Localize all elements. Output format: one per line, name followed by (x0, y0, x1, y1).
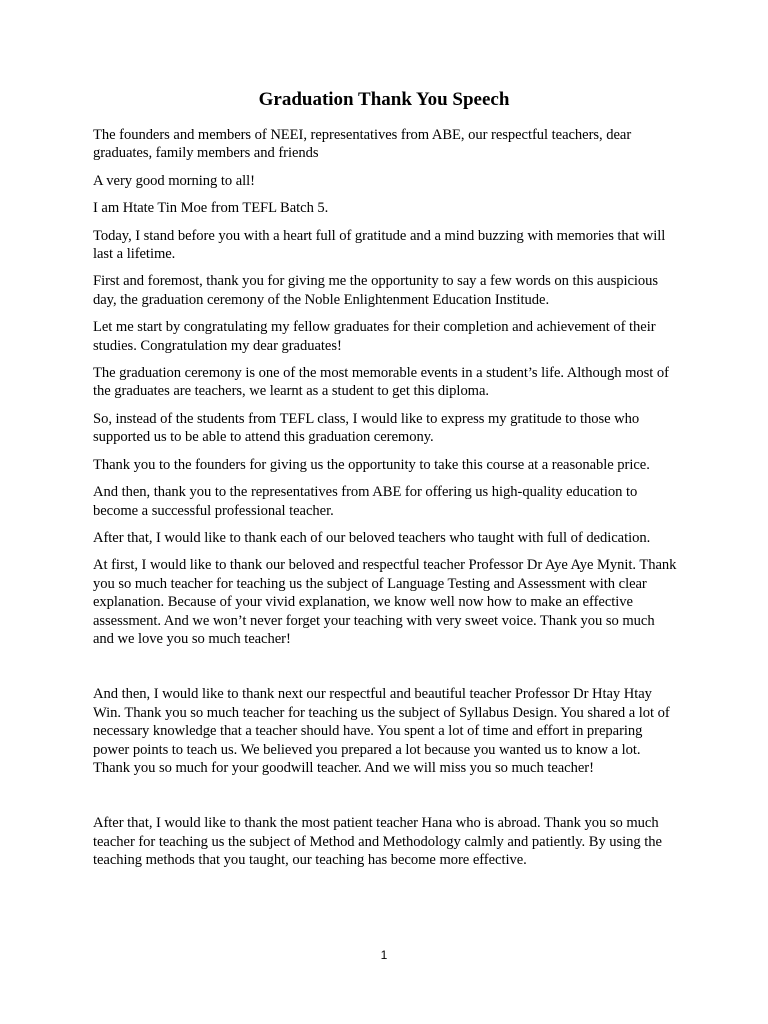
paragraph-introduction: I am Htate Tin Moe from TEFL Batch 5. (93, 200, 329, 217)
document-body (93, 126, 677, 879)
paragraph-thank-teachers: After that, I would like to thank each of our beloved teachers who taught with full of dedication. (93, 529, 651, 546)
document-title: Graduation Thank You Speech (258, 89, 510, 110)
paragraph-opportunity: First and foremost, thank you for giving me the opportunity to say a few words on this auspicious day, the graduation ceremony of the Noble Enlightenment Education Institude. (93, 273, 659, 308)
paragraph-gratitude: Today, I stand before you with a heart full of gratitude and a mind buzzing with memories that will last a lifetime. (93, 227, 666, 263)
page-number: 1 (380, 948, 388, 962)
paragraph-memorable-event: The graduation ceremony is one of the most memorable events in a student’s life. Although most of the graduates are teachers, we learnt as a student to get this diploma. (93, 365, 669, 400)
paragraph-greeting: A very good morning to all! (93, 172, 255, 189)
paragraph-teacher-htay-htay-win: And then, I would like to thank next our respectful and beautiful teacher Professor Dr Htay Htay Win. Thank you so much teacher for teaching us the subject of Syllabus Design. You shared a lot of necessary knowledge that a teacher should have. You spent a lot of time and effort in preparing power points to teach us. We believed you prepared a lot because you wanted us to know a lot. Thank you so much for your goodwill teacher. And we will miss you so much teacher! (93, 686, 670, 776)
paragraph-thank-founders: Thank you to the founders for giving us the opportunity to take this course at a reasonable price. (93, 456, 650, 473)
paragraph-congratulations: Let me start by congratulating my fellow graduates for their completion and achievement of their studies. Congratulation my dear graduates! (93, 319, 656, 354)
paragraph-teacher-hana: After that, I would like to thank the most patient teacher Hana who is abroad. Thank you so much teacher for teaching us the subject of Method and Methodology calmly and patiently. By using the teaching methods that you taught, our teaching has become more effective. (93, 815, 662, 869)
paragraph-teacher-aye-aye-mynit: At first, I would like to thank our beloved and respectful teacher Professor Dr Aye Aye Mynit. Thank you so much teacher for teaching us the subject of Language Testing and Assessment with clear explanation. Because of your vivid explanation, we know well now how to make an effective assessment. And we won’t never forget your teaching with very sweet voice. Thank you so much and we love you so much teacher! (93, 557, 677, 647)
paragraph-thank-abe: And then, thank you to the representatives from ABE for offering us high-quality education to become a successful professional teacher. (93, 484, 638, 519)
paragraph-express-gratitude: So, instead of the students from TEFL class, I would like to express my gratitude to those who supported us to be able to attend this graduation ceremony. (93, 410, 640, 446)
paragraph-salutation: The founders and members of NEEI, representatives from ABE, our respectful teachers, dear graduates, family members and friends (93, 127, 632, 162)
